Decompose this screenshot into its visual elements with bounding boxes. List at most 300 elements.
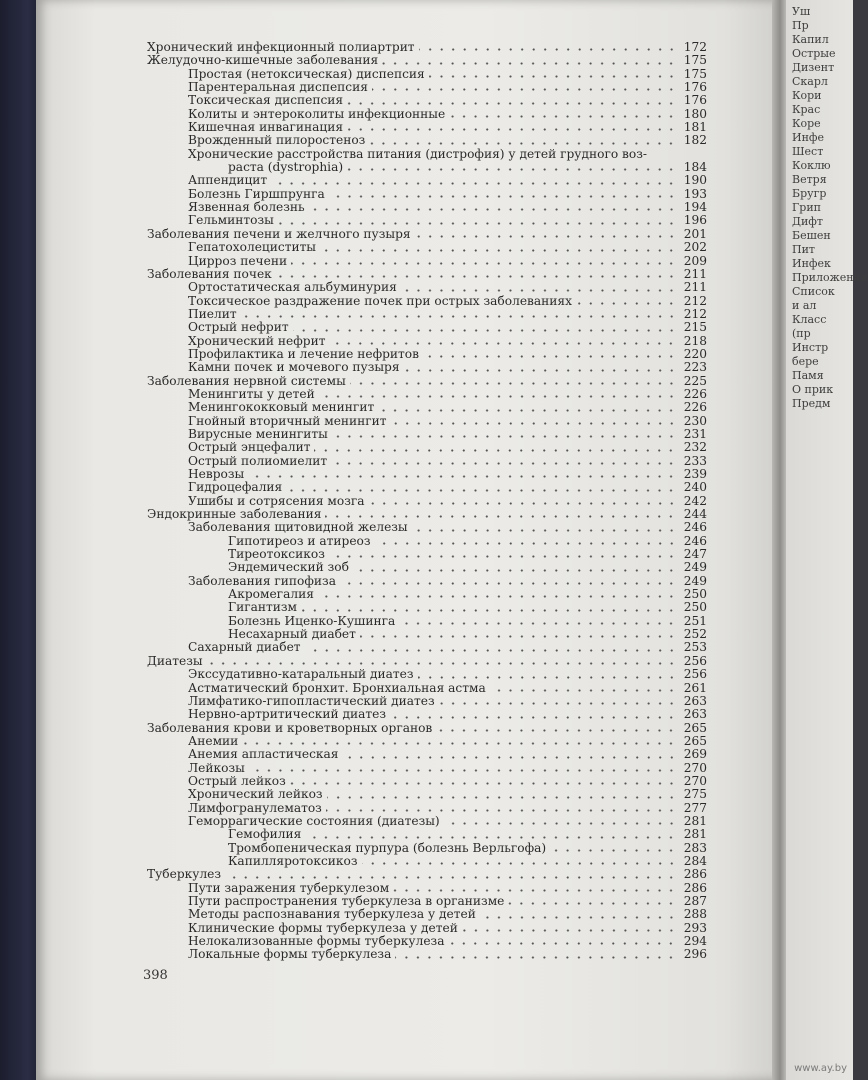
dot-leader [329, 555, 677, 558]
dot-leader [480, 916, 677, 919]
adjacent-page-fragment: Кори [792, 89, 822, 102]
toc-entry [147, 388, 707, 401]
toc-entry-title: Заболевания крови и кроветворных органов [147, 720, 433, 735]
toc-entry [147, 882, 707, 895]
toc-entry [147, 601, 707, 614]
toc-page-number: 288 [683, 907, 707, 922]
toc-page-number: 275 [683, 787, 707, 802]
toc-entry [147, 81, 707, 94]
toc-page-number: 196 [683, 213, 707, 228]
adjacent-page-fragment: Пит [792, 243, 816, 256]
toc-entry-title: Болезнь Иценко-Кушинга [228, 613, 396, 628]
toc-entry-title: Пути заражения туберкулезом [188, 880, 390, 895]
toc-entry [147, 375, 707, 388]
toc-page-number: 256 [683, 653, 707, 668]
toc-entry [147, 561, 707, 574]
toc-page-number: 265 [683, 720, 707, 735]
toc-entry-title: Анемии [188, 733, 239, 748]
toc-entry [147, 548, 707, 561]
toc-entry-title: Гипотиреоз и атиреоз [228, 533, 371, 548]
toc-page-number: 226 [683, 400, 707, 415]
dot-leader [439, 702, 677, 705]
toc-entry [147, 441, 707, 454]
toc-entry [147, 762, 707, 775]
adjacent-page-fragment: Ветря [792, 173, 827, 186]
dot-leader [418, 676, 678, 679]
toc-entry [147, 201, 707, 214]
dot-leader [448, 942, 677, 945]
dot-leader [369, 142, 677, 145]
toc-entry-title: Акромегалия [228, 587, 314, 602]
toc-entry [147, 855, 707, 868]
toc-page-number: 209 [683, 253, 707, 268]
toc-entry [147, 802, 707, 815]
toc-entry-title: Локальные формы туберкулеза [188, 947, 392, 962]
adjacent-page-fragment: Крас [792, 103, 821, 116]
dot-leader [378, 409, 677, 412]
dot-leader [242, 742, 677, 745]
toc-entry [147, 748, 707, 761]
toc-entry [147, 948, 707, 961]
toc-entry-title: Гнойный вторичный менингит [188, 413, 387, 428]
dot-leader [271, 182, 677, 185]
toc-page-number: 212 [683, 306, 707, 321]
toc-page-number: 182 [683, 133, 707, 148]
toc-entry [147, 228, 707, 241]
adjacent-page-fragment: Дифт [792, 215, 823, 228]
adjacent-page-fragment: Инстр [792, 341, 829, 354]
toc-page-number: 176 [683, 93, 707, 108]
adjacent-page-fragment: Предм [792, 397, 831, 410]
dot-leader [301, 609, 677, 612]
toc-entry-title: Лейкозы [188, 760, 245, 775]
toc-entry [147, 535, 707, 548]
toc-entry [147, 281, 707, 294]
toc-entry-title: Гельминтозы [188, 213, 274, 228]
toc-page-number: 231 [683, 426, 707, 441]
toc-page-number: 247 [683, 547, 707, 562]
dot-leader [550, 849, 677, 852]
toc-page-number: 176 [683, 80, 707, 95]
toc-page-number: 270 [683, 773, 707, 788]
dot-leader [382, 62, 677, 65]
toc-entry-title: Заболевания гипофиза [188, 573, 336, 588]
dot-leader [490, 689, 677, 692]
toc-page-number: 253 [683, 640, 707, 655]
toc-page-number: 296 [683, 947, 707, 962]
toc-entry-title: Экссудативно-катаральный диатез [188, 667, 414, 682]
toc-page-number: 226 [683, 386, 707, 401]
adjacent-page-fragment: Инфек [792, 257, 831, 270]
toc-entry-title: Клинические формы туберкулеза у детей [188, 920, 458, 935]
toc-entry-title: Острый энцефалит [188, 440, 311, 455]
toc-page-number: 175 [683, 53, 707, 68]
dot-leader [343, 756, 678, 759]
dot-leader [347, 168, 677, 171]
toc-entry [147, 121, 707, 134]
toc-entry-title: Заболевания печени и желчного пузыря [147, 226, 411, 241]
toc-entry-title: Анемия апластическая [188, 747, 339, 762]
adjacent-page-fragment: Грип [792, 201, 821, 214]
toc-entry-title: Профилактика и лечение нефритов [188, 346, 419, 361]
toc-page-number: 240 [683, 480, 707, 495]
toc-entry-title: Болезнь Гиршпрунга [188, 186, 325, 201]
toc-entry [147, 641, 707, 654]
toc-page-number: 269 [683, 747, 707, 762]
toc-page-number: 252 [683, 627, 707, 642]
toc-entry [147, 815, 707, 828]
toc-page-number: 281 [683, 813, 707, 828]
toc-page-number: 223 [683, 360, 707, 375]
dot-leader [291, 262, 677, 265]
dot-leader [332, 435, 677, 438]
dot-leader [207, 662, 677, 665]
dot-leader [404, 369, 677, 372]
toc-entry [147, 295, 707, 308]
adjacent-page-fragment: Скарл [792, 75, 828, 88]
dot-leader [319, 395, 677, 398]
dot-leader [401, 289, 677, 292]
toc-page-number: 283 [683, 840, 707, 855]
toc-entry-title: Хронический нефрит [188, 333, 326, 348]
dot-leader [249, 769, 677, 772]
toc-page-number: 287 [683, 894, 707, 908]
toc-entry-title: Гемофилия [228, 827, 302, 842]
toc-entry [147, 41, 707, 54]
toc-entry [147, 255, 707, 268]
toc-entry-title: Желудочно-кишечные заболевания [147, 53, 379, 68]
toc-entry [147, 214, 707, 227]
dot-leader [462, 929, 677, 932]
toc-page-number: 246 [683, 533, 707, 548]
toc-entry-title: Эндокринные заболевания [147, 507, 322, 522]
toc-entry-title: Камни почек и мочевого пузыря [188, 360, 400, 375]
dot-leader [225, 876, 677, 879]
toc-entry [147, 842, 707, 855]
toc-entry-title: Неврозы [188, 467, 245, 481]
toc-page-number: 263 [683, 693, 707, 708]
toc-page-number: 220 [683, 346, 707, 361]
toc-entry-title: Хронический инфекционный полиартрит [147, 40, 415, 54]
dot-leader [325, 515, 677, 518]
toc-page-number: 270 [683, 760, 707, 775]
toc-entry [147, 161, 707, 174]
toc-entry-title: Гепатохолециститы [188, 240, 317, 255]
toc-page-number: 250 [683, 600, 707, 615]
toc-entry [147, 348, 707, 361]
toc-entry-title: Парентеральная диспепсия [188, 80, 368, 95]
dot-leader [290, 782, 677, 785]
dot-leader [412, 529, 677, 532]
dot-leader [391, 422, 677, 425]
dot-leader [423, 355, 677, 358]
dot-leader [576, 302, 677, 305]
toc-entry [147, 922, 707, 935]
toc-page-number: 284 [683, 853, 707, 868]
toc-page-number: 246 [683, 520, 707, 535]
toc-page-number: 250 [683, 587, 707, 602]
toc-entry-title: Эндемический зоб [228, 560, 349, 575]
toc-page-number: 172 [683, 40, 707, 54]
dot-leader [278, 222, 677, 225]
toc-entry [147, 455, 707, 468]
toc-entry-title: Ортостатическая альбуминурия [188, 280, 397, 295]
toc-entry [147, 695, 707, 708]
toc-entry [147, 174, 707, 187]
toc-page-number: 232 [683, 440, 707, 455]
adjacent-page-fragment: Дизент [792, 61, 835, 74]
adjacent-page-fragment: Острые [792, 47, 836, 60]
dot-leader [360, 635, 677, 638]
adjacent-page-fragment: Коре [792, 117, 821, 130]
toc-page-number: 263 [683, 707, 707, 722]
toc-entry-title: Заболевания щитовидной железы [188, 520, 408, 535]
adjacent-page [786, 0, 868, 1080]
toc-entry-title: Хронические расстройства питания (дистрофия) у детей грудного воз- [188, 146, 648, 161]
dot-leader [286, 489, 677, 492]
toc-entry-title: Менингококковый менингит [188, 400, 375, 415]
toc-entry [147, 868, 707, 881]
dot-leader [395, 956, 677, 959]
dot-leader [314, 449, 677, 452]
toc-page-number: 242 [683, 493, 707, 508]
toc-page-number: 202 [683, 240, 707, 255]
adjacent-page-fragment: Пр [792, 19, 809, 32]
toc-entry [147, 415, 707, 428]
adjacent-page-fragment: Класс [792, 313, 827, 326]
dot-leader [329, 195, 677, 198]
page-number: 398 [143, 968, 168, 983]
toc-entry [147, 828, 707, 841]
dot-leader [508, 902, 677, 905]
dot-leader [444, 822, 677, 825]
dot-leader [318, 595, 677, 598]
toc-entry-title: Тромбопеническая пурпура (болезнь Верльгофа) [228, 840, 547, 855]
adjacent-page-fragment: (пр [792, 327, 811, 340]
toc-entry [147, 108, 707, 121]
toc-entry [147, 54, 707, 67]
toc-entry [147, 428, 707, 441]
toc-entry [147, 575, 707, 588]
toc-page-number: 181 [683, 120, 707, 135]
toc-page-number: 256 [683, 667, 707, 682]
toc-entry [147, 68, 707, 81]
dot-leader [436, 729, 677, 732]
watermark: www.ay.by [794, 1063, 847, 1074]
toc-entry-title: Диатезы [147, 653, 203, 668]
toc-page-number: 244 [683, 507, 707, 522]
toc-page-number: 211 [683, 280, 707, 295]
toc-page-number: 249 [683, 560, 707, 575]
dot-leader [320, 249, 677, 252]
dot-leader [241, 315, 677, 318]
toc-entry [147, 708, 707, 721]
adjacent-page-fragment: Список [792, 285, 835, 298]
dot-leader [399, 622, 677, 625]
dot-leader [248, 475, 677, 478]
toc-entry [147, 735, 707, 748]
dot-leader [305, 649, 677, 652]
toc-entry [147, 361, 707, 374]
toc-page-number: 293 [683, 920, 707, 935]
toc-entry-title: Хронический лейкоз [188, 787, 323, 802]
toc-entry [147, 508, 707, 521]
toc-entry-title: Колиты и энтероколиты инфекционные [188, 106, 446, 121]
toc-entry-title: Острый полиомиелит [188, 453, 328, 468]
toc-entry-title: Нелокализованные формы туберкулеза [188, 934, 445, 949]
toc-page-number: 194 [683, 200, 707, 215]
toc-entry-title: Сахарный диабет [188, 640, 301, 655]
toc-entry [147, 615, 707, 628]
adjacent-page-fragment: Шест [792, 145, 824, 158]
toc-entry [147, 481, 707, 494]
toc-page-number: 286 [683, 880, 707, 895]
toc-entry-title: Острый нефрит [188, 320, 289, 335]
adjacent-page-fragment: Капил [792, 33, 829, 46]
toc-entry [147, 335, 707, 348]
adjacent-page-fragment: Бругр [792, 187, 827, 200]
dot-leader [327, 796, 677, 799]
toc-entry-title: Аппендицит [188, 173, 268, 188]
dot-leader [415, 235, 677, 238]
toc-page-number: 233 [683, 453, 707, 468]
toc-page-number: 225 [683, 373, 707, 388]
toc-entry [147, 722, 707, 735]
toc-entry-title: Простая (нетоксическая) диспепсия [188, 66, 425, 81]
toc-entry [147, 188, 707, 201]
dot-leader [350, 382, 677, 385]
toc-entry-title: Менингиты у детей [188, 386, 315, 401]
dot-leader [369, 502, 677, 505]
toc-entry [147, 134, 707, 147]
toc-page-number: 277 [683, 800, 707, 815]
adjacent-page-fragment: Инфе [792, 131, 825, 144]
adjacent-page-fragment: Бешен [792, 229, 831, 242]
dot-leader [390, 716, 677, 719]
dot-leader [429, 75, 677, 78]
toc-page-number: 230 [683, 413, 707, 428]
toc-entry-title: Туберкулез [147, 867, 222, 882]
toc-page-number: 261 [683, 680, 707, 695]
dot-leader [276, 275, 677, 278]
toc-entry [147, 495, 707, 508]
toc-entry-title: Гидроцефалия [188, 480, 283, 495]
toc-page-number: 190 [683, 173, 707, 188]
dot-leader [293, 329, 677, 332]
toc-entry [147, 775, 707, 788]
toc-page-number: 294 [683, 934, 707, 949]
toc-entry-title: Пути распространения туберкулеза в организме [188, 894, 505, 908]
adjacent-page-fragment: Памя [792, 369, 824, 382]
toc-entry-title: Лимфогранулематоз [188, 800, 322, 815]
adjacent-page-fragment: Уш [792, 5, 811, 18]
toc-page-number: 201 [683, 226, 707, 241]
toc-entry-title: раста (dystrophia) [228, 160, 344, 175]
table-of-contents [147, 41, 707, 962]
toc-page-number: 212 [683, 293, 707, 308]
toc-entry [147, 521, 707, 534]
toc-entry-title: Методы распознавания туберкулеза у детей [188, 907, 476, 922]
toc-entry-title: Вирусные менингиты [188, 426, 328, 441]
dot-leader [372, 88, 677, 91]
toc-entry [147, 308, 707, 321]
toc-page-number: 193 [683, 186, 707, 201]
dot-leader [305, 836, 677, 839]
toc-entry-title: Геморрагические состояния (диатезы) [188, 813, 440, 828]
toc-entry-title: Пиелит [188, 306, 237, 321]
toc-page-number: 286 [683, 867, 707, 882]
toc-entry [147, 401, 707, 414]
toc-entry [147, 682, 707, 695]
toc-page-number: 180 [683, 106, 707, 121]
toc-entry-title: Тиреотоксикоз [228, 547, 325, 562]
toc-page-number: 211 [683, 266, 707, 281]
toc-page-number: 239 [683, 467, 707, 481]
dot-leader [347, 102, 677, 105]
toc-entry-title: Заболевания нервной системы [147, 373, 346, 388]
toc-entry-title: Врожденный пилоростеноз [188, 133, 366, 148]
toc-entry [147, 588, 707, 601]
toc-entry [147, 935, 707, 948]
dot-leader [449, 115, 677, 118]
dot-leader [309, 208, 677, 211]
toc-entry [147, 268, 707, 281]
adjacent-page-fragment: и ал [792, 299, 817, 312]
adjacent-page-fragment: О прик [792, 383, 834, 396]
toc-entry [147, 788, 707, 801]
adjacent-page-fragment: Коклю [792, 159, 831, 172]
toc-page-number: 175 [683, 66, 707, 81]
toc-entry-title: Токсическая диспепсия [188, 93, 344, 108]
toc-entry [147, 628, 707, 641]
toc-entry-title: Астматический бронхит. Бронхиальная астма [188, 680, 486, 695]
dot-leader [375, 542, 677, 545]
dot-leader [347, 128, 677, 131]
toc-entry-title: Ушибы и сотрясения мозга [188, 493, 365, 508]
toc-entry-title: Капилляротоксикоз [228, 853, 358, 868]
toc-entry [147, 468, 707, 481]
dot-leader [326, 809, 677, 812]
toc-entry-title: Несахарный диабет [228, 627, 356, 642]
toc-page-number: 281 [683, 827, 707, 842]
toc-entry-title: Нервно-артритический диатез [188, 707, 387, 722]
toc-entry [147, 241, 707, 254]
toc-page-number: 251 [683, 613, 707, 628]
toc-entry [147, 908, 707, 921]
dot-leader [340, 582, 677, 585]
dot-leader [393, 889, 677, 892]
dot-leader [419, 48, 677, 51]
toc-page-number: 218 [683, 333, 707, 348]
toc-entry-title: Заболевания почек [147, 266, 272, 281]
dot-leader [331, 462, 677, 465]
toc-entry-title: Гигантизм [228, 600, 297, 615]
dot-leader [329, 342, 677, 345]
toc-page-number: 215 [683, 320, 707, 335]
toc-entry-title: Язвенная болезнь [188, 200, 305, 215]
toc-entry [147, 655, 707, 668]
adjacent-page-fragment: бере [792, 355, 819, 368]
dot-leader [362, 862, 677, 865]
toc-entry-title: Лимфатико-гипопластический диатез [188, 693, 435, 708]
toc-entry-title: Острый лейкоз [188, 773, 286, 788]
toc-entry-title: Кишечная инвагинация [188, 120, 344, 135]
toc-page-number: 249 [683, 573, 707, 588]
toc-page-number: 265 [683, 733, 707, 748]
toc-entry [147, 94, 707, 107]
dot-leader [353, 569, 677, 572]
toc-entry [147, 668, 707, 681]
